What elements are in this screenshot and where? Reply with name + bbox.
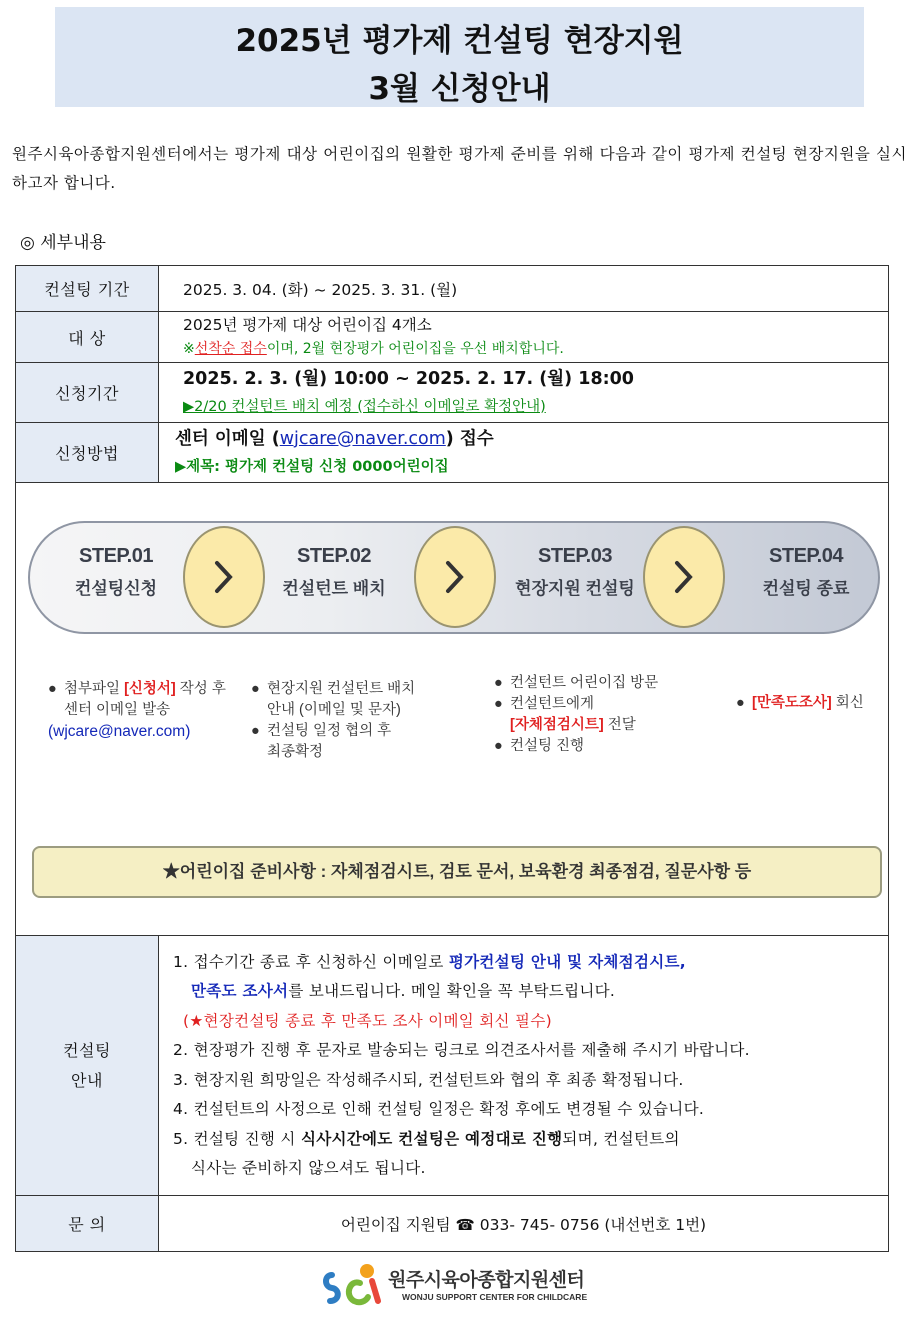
step-3-details (494, 673, 714, 757)
g5b: 식사시간에도 컨설팅은 예정대로 진행 (300, 1129, 563, 1148)
s2-b2-l2: 최종확정 (267, 744, 324, 760)
row-apply-period (16, 363, 889, 423)
row-period (16, 266, 889, 312)
step-1-number: STEP.01 (79, 545, 153, 567)
page-title: 2025년 평가제 컨설팅 현장지원 (235, 23, 684, 59)
footer-logo (322, 1259, 592, 1309)
apply-method-prefix: 센터 이메일 ( (175, 428, 280, 449)
step-4-name: 컨설팅 종료 (762, 579, 850, 598)
step-1-name: 컨설팅신청 (74, 579, 158, 598)
row-contact (16, 1196, 889, 1252)
s1-post: 작성 후 (175, 681, 226, 697)
value-target: 2025년 평가제 대상 어린이집 4개소 (183, 316, 432, 334)
row-target (16, 312, 889, 363)
value-apply-method-cell (159, 423, 889, 483)
value-period: 2025. 3. 04. (화) ~ 2025. 3. 31. (월) (159, 266, 889, 312)
apply-method-note: ▶제목: 평가제 컨설팅 신청 0000어린이집 (175, 458, 449, 475)
chevron-right-icon (213, 560, 235, 594)
s2-b1-l2: 안내 (이메일 및 문자) (267, 702, 401, 718)
title-banner (55, 7, 864, 107)
s2-b2-l1: 컨설팅 일정 협의 후 (267, 723, 392, 739)
intro-paragraph: 원주시육아종합지원센터에서는 평가제 대상 어린이집의 원활한 평가제 준비를 위해 다음과 같이 평가제 컨설팅 현장지원을 실시하고자 합니다. (12, 145, 907, 192)
guide-item-2: 2. 현장평가 진행 후 문자로 발송되는 링크로 의견조사서를 제출해 주시기 바랍니다. (173, 1041, 750, 1059)
s2-b1-l1: 현장지원 컨설턴트 배치 (267, 681, 416, 697)
s1-tag: [신청서] (124, 681, 176, 697)
step-1-bullet: ● 첨부파일 [신청서] 작성 후 (48, 681, 226, 697)
guide-item-5-cont: 식사는 준비하지 않으셔도 됩니다. (191, 1159, 426, 1177)
guide-item-5 (173, 1125, 888, 1155)
label-contact: 문 의 (16, 1196, 159, 1252)
g5a: 5. 컨설팅 진행 시 (173, 1129, 301, 1148)
s3-bullet-2: ● 컨설턴트에게 (494, 696, 595, 712)
apply-period-note: ▶2/20 컨설턴트 배치 예정 (접수하신 이메일로 확정안내) (183, 398, 546, 415)
s1-line3: (wjcare@naver.com) (48, 723, 191, 740)
s3-b2-tag: [자체점검시트] (510, 717, 604, 733)
guide-item-4: 4. 컨설턴트의 사정으로 인해 컨설팅 일정은 확정 후에도 변경될 수 있습니다. (173, 1100, 705, 1118)
s1-line2: 센터 이메일 발송 (64, 702, 171, 718)
s1-pre: 첨부파일 (64, 681, 125, 697)
g1c: 만족도 조사서 (191, 982, 289, 1000)
value-apply-period: 2025. 2. 3. (월) 10:00 ~ 2025. 2. 17. (월) 18:00 (183, 368, 634, 389)
step-4-number: STEP.04 (769, 545, 843, 567)
step-2-name: 컨설턴트 배치 (282, 579, 386, 598)
s3-b1: 컨설턴트 어린이집 방문 (510, 675, 659, 691)
s2-bullet-1: ● 현장지원 컨설턴트 배치 (251, 681, 416, 697)
guide-list (159, 936, 889, 1196)
target-note (183, 337, 888, 361)
label-guide (16, 936, 159, 1196)
s4-bullet: ● [만족도조사] 회신 (736, 695, 864, 711)
step-4-details (736, 693, 886, 714)
step-1 (26, 545, 206, 599)
value-target-cell (159, 312, 889, 363)
guide-item-1-note: (★현장컨설팅 종료 후 만족도 조사 이메일 회신 필수) (183, 1011, 552, 1030)
step-3-name: 현장지원 컨설팅 (515, 579, 635, 598)
chevron-right-icon (444, 560, 466, 594)
guide-item-3: 3. 현장지원 희망일은 작성해주시되, 컨설턴트와 협의 후 최종 확정됩니다. (173, 1070, 684, 1089)
value-apply-method (175, 425, 888, 453)
details-table (15, 265, 889, 1252)
g1d: 를 보내드립니다. 메일 확인을 꼭 부탁드립니다. (288, 982, 616, 1000)
s4-post: 회신 (831, 695, 864, 711)
s3-b3: 컨설팅 진행 (510, 738, 585, 754)
s3-b2-l1: 컨설턴트에게 (510, 696, 595, 712)
g1a: 1. 접수기간 종료 후 신청하신 이메일로 (173, 952, 449, 971)
row-diagram (16, 483, 889, 936)
step-2 (244, 545, 424, 599)
guide-item-1 (173, 948, 888, 978)
step-arrow-3 (643, 526, 725, 628)
label-apply-method: 신청방법 (16, 423, 159, 483)
value-contact: 어린이집 지원팀 ☎ 033- 745- 0756 (내선번호 1번) (159, 1196, 889, 1252)
step-3-number: STEP.03 (538, 545, 612, 567)
s3-bullet-1: ● 컨설턴트 어린이집 방문 (494, 675, 659, 691)
chevron-right-icon (673, 560, 695, 594)
s4-tag: [만족도조사] (752, 695, 832, 711)
label-target: 대 상 (16, 312, 159, 363)
page-subtitle: 3월 신청안내 (368, 71, 551, 107)
row-guide (16, 936, 889, 1196)
step-2-details (251, 679, 471, 763)
target-note-highlight: 선착순 접수 (194, 341, 267, 357)
section-heading: ◎ 세부내용 (20, 233, 106, 253)
email-link[interactable]: wjcare@naver.com (279, 428, 446, 449)
guide-item-1-cont (173, 977, 888, 1007)
step-4 (716, 545, 896, 599)
label-guide-line1: 컨설팅 (63, 1040, 111, 1060)
apply-method-suffix: ) 접수 (445, 428, 494, 449)
center-logo-icon (322, 1261, 384, 1309)
footer-org-name: 원주시육아종합지원센터 (388, 1269, 585, 1291)
g1b: 평가컨설팅 안내 및 자체점검시트, (448, 952, 686, 971)
step-3 (485, 545, 665, 599)
s2-bullet-2: ● 컨설팅 일정 협의 후 (251, 723, 392, 739)
row-apply-method (16, 423, 889, 483)
process-diagram (16, 483, 888, 934)
diagram-cell (16, 483, 889, 936)
label-period: 컨설팅 기간 (16, 266, 159, 312)
target-note-rest: 이며, 2월 현장평가 어린이집을 우선 배치합니다. (266, 341, 564, 357)
step-1-details (48, 679, 248, 742)
footer-org-name-en: WONJU SUPPORT CENTER FOR CHILDCARE (402, 1292, 588, 1302)
target-note-prefix: ※ (183, 341, 195, 357)
label-guide-line2: 안내 (71, 1070, 103, 1090)
value-apply-period-cell (159, 363, 889, 423)
s3-bullet-3: ● 컨설팅 진행 (494, 738, 585, 754)
g5c: 되며, 컨설턴트의 (562, 1129, 680, 1148)
label-apply-period: 신청기간 (16, 363, 159, 423)
s3-b2-post: 전달 (603, 717, 636, 733)
prep-note-banner: ★어린이집 준비사항 : 자체점검시트, 검토 문서, 보육환경 최종점검, 질문사항 등 (32, 846, 882, 898)
step-2-number: STEP.02 (297, 545, 371, 567)
s3-b2-l2 (494, 715, 714, 736)
step-arrow-2 (414, 526, 496, 628)
